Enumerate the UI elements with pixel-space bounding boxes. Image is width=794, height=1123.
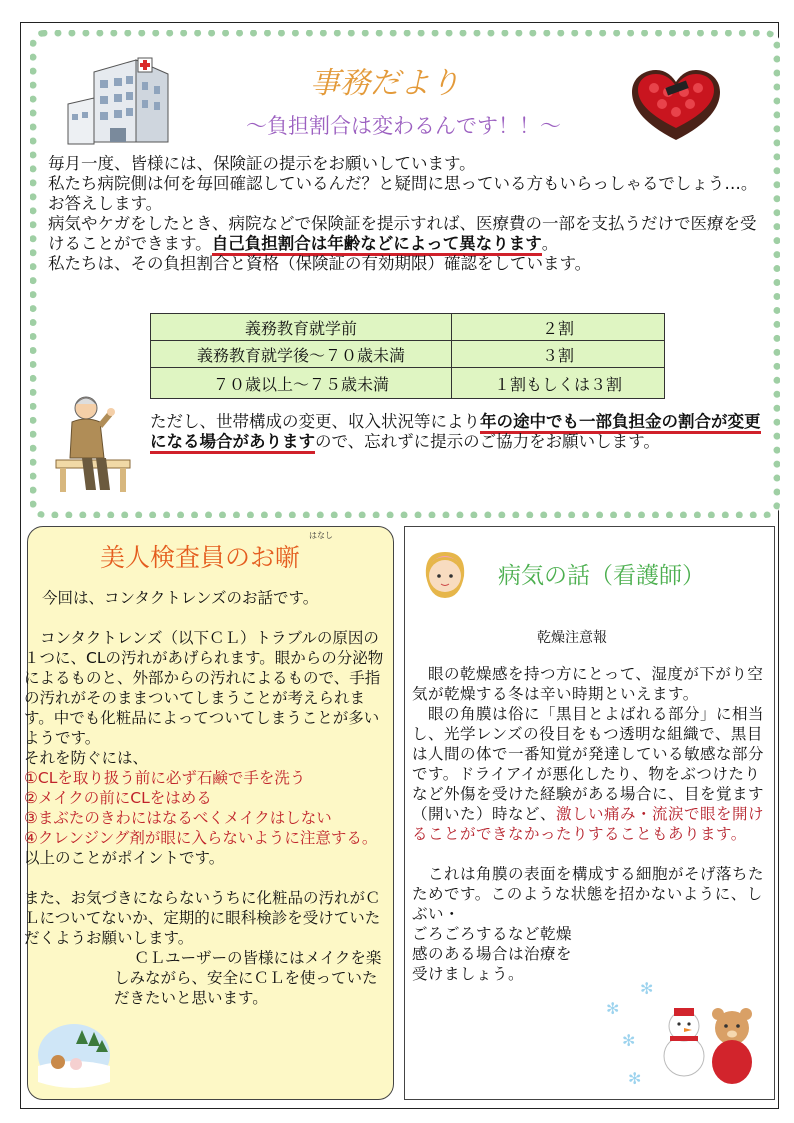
snowman-bear-icon: [600, 974, 766, 1092]
age-cell: 義務教育就学後～７０歳未満: [151, 341, 452, 368]
paragraph: 私たち病院側は何を毎回確認しているんだ？と疑問に思っている方もいらっしゃるでしょう…。: [48, 174, 758, 193]
emphasis-tail: 。: [541, 234, 559, 253]
office-news-title: 事務だより: [310, 66, 460, 101]
notice-text: ので、忘れずに提示のご協力をお願いします。: [315, 432, 660, 451]
point-item: ④クレンジング剤が眼に入らないように注意する。: [24, 829, 378, 847]
rate-cell: １割もしくは３割: [452, 368, 665, 399]
points-end: 以上のことがポイントです。: [24, 849, 225, 867]
table-row: [151, 368, 665, 399]
inspector-talk-body: [24, 588, 390, 1008]
closing-text: ＣＬユーザーの皆様にはメイクを楽しみながら、安全にＣＬを使っていただきたいと思います。: [114, 949, 382, 1007]
paragraph: 私たちは、その負担割合と資格（保険証の有効期限）確認をしています。: [48, 254, 592, 273]
paragraph: 毎月一度、皆様には、保険証の提示をお願いしています。: [48, 154, 476, 173]
paragraph: [48, 214, 760, 254]
rate-cell: ３割: [452, 341, 665, 368]
spacer: [34, 608, 390, 628]
intro: 今回は、コンタクトレンズのお話です。: [42, 589, 319, 607]
paragraph: [412, 704, 767, 844]
paragraph: お答えします。: [48, 194, 163, 213]
paragraph: 眼の乾燥感を持つ方にとって、湿度が下がり空気が乾燥する冬は辛い時期といえます。: [412, 665, 764, 703]
svg-text:✻: ✻: [628, 1069, 642, 1088]
checkup-text: また、お気づきにならないうちに化粧品の汚れがＣＬについてないか、定期的に眼科検診を受けていただくようお願いします。: [24, 889, 381, 947]
age-cell: ７０歳以上～７５歳未満: [151, 368, 452, 399]
notice-text: ただし、世帯構成の変更、収入状況等により: [150, 412, 480, 431]
nurse-icon: [420, 546, 470, 602]
table-row: [151, 341, 665, 368]
office-news-body: [48, 154, 760, 274]
change-notice: [150, 412, 764, 452]
point-item: ①CLを取り扱う前に必ず石鹸で手を洗う: [24, 769, 306, 787]
rate-cell: ２割: [452, 314, 665, 341]
body-text: コンタクトレンズ（以下ＣＬ）トラブルの原因の１つに、CLの汚れがあげられます。眼からの分泌物によるものと、外部からの汚れによるもので、手指の汚れがそのままついてしまうことが考えられます。中でも化粧品によってついてしまうことが多いようです。: [24, 629, 384, 747]
inspector-talk-title: 美人検査員のお噺: [100, 543, 301, 572]
disease-talk-body: [412, 664, 767, 984]
point-item: ③まぶたのきわにはなるべくメイクはしない: [24, 809, 332, 827]
paragraph-text: 病気やケガをしたとき、病院などで保険証を提示すれば、医療費の一部を支払うだけで医療を受けることができます。: [48, 214, 757, 253]
notice-emphasis: 年の途中でも一部負担金の割合が変更になる場合があります: [150, 412, 761, 454]
heart-cake-icon: [628, 66, 724, 144]
hospital-icon: [64, 52, 180, 152]
disease-talk-title: 病気の話（看護師）: [498, 563, 705, 589]
spacer: [412, 844, 767, 864]
prevent-intro: それを防ぐには、: [24, 749, 149, 767]
paragraph-line: 感のある場合は治療を: [412, 945, 573, 963]
point-item: ②メイクの前にCLをはめる: [24, 789, 212, 807]
table-row: [151, 314, 665, 341]
svg-text:✻: ✻: [622, 1031, 636, 1050]
paragraph-text: 眼の角膜は俗に「黒目とよばれる部分」に相当し、光学レンズの役目をもつ透明な組織で、黒目は人間の体で一番知覚が発達している敏感な部分です。ドライアイが悪化したり、物をぶつけたりなど外傷を受けた経験がある場合に、目を覚ます（開いた）時など、: [412, 705, 765, 823]
dryness-heading: 乾燥注意報: [537, 630, 607, 646]
paragraph-line: ごろごろするなど乾燥: [412, 925, 573, 943]
elderly-man-icon: [52, 392, 134, 496]
burden-rate-table: [150, 313, 665, 399]
snow-scene-icon: [36, 1022, 112, 1088]
spacer: [34, 868, 390, 888]
paragraph-line: 受けましょう。: [412, 965, 525, 983]
office-news-subtitle: ～負担割合は変わるんです！！～: [246, 114, 561, 138]
svg-text:✻: ✻: [606, 999, 620, 1018]
paragraph: これは角膜の表面を構成する細胞がそげ落ちたためです。このような状態を招かないように、しぶい・: [412, 865, 765, 923]
age-cell: 義務教育就学前: [151, 314, 452, 341]
svg-text:✻: ✻: [640, 979, 654, 998]
emphasis-text: 自己負担割合は年齢などによって異なります: [212, 234, 542, 256]
title-ruby: はなし: [309, 531, 333, 540]
warning-text: 激しい痛み・流涙で眼を開けることができなかったりすることもあります。: [412, 805, 765, 843]
